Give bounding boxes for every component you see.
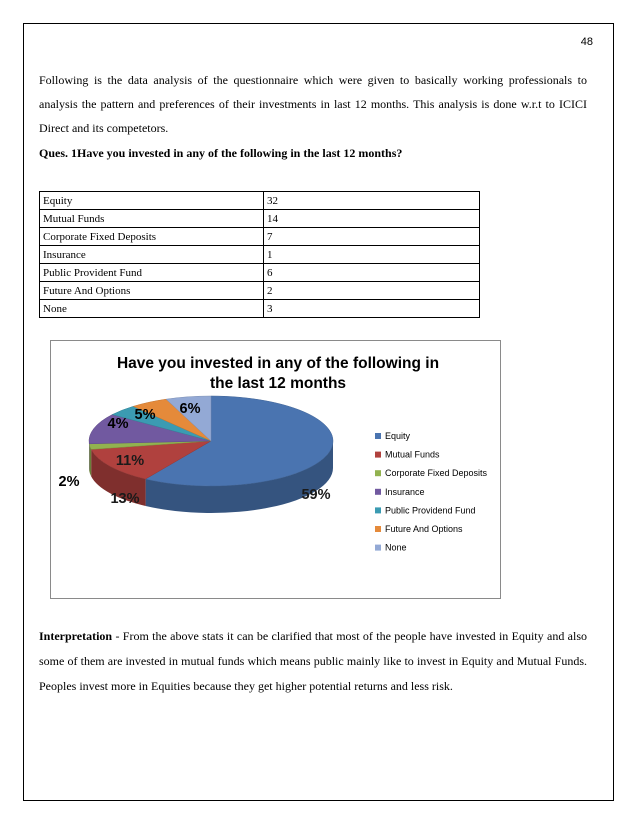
legend-swatch: [375, 489, 381, 495]
interpretation-text: - From the above stats it can be clarified that most of the people have invested in Equity and also some of them are invested in mutual funds which means public mainly like to invest in Equity and Mutual Funds. Peoples invest more in Equities because they get higher potential returns and less risk.: [39, 629, 587, 693]
interpretation-label: Interpretation: [39, 629, 113, 643]
table-cell-label: None: [40, 300, 264, 318]
legend-label: None: [385, 542, 407, 553]
legend-swatch: [375, 545, 381, 551]
page-number: 48: [580, 36, 593, 48]
legend-swatch: [375, 433, 381, 439]
interpretation-paragraph: [39, 624, 587, 699]
pie-chart-svg: [51, 341, 502, 600]
chart-title-line-2: the last 12 months: [209, 375, 347, 392]
table-row: [40, 282, 480, 300]
chart-title-line-1: Have you invested in any of the following in: [116, 355, 440, 372]
table-row: [40, 228, 480, 246]
table-row: [40, 264, 480, 282]
table-cell-value: 32: [264, 192, 480, 210]
table-row: [40, 210, 480, 228]
legend-swatch: [375, 470, 381, 476]
pie-data-label: 4%: [107, 416, 129, 432]
legend-label: Future And Options: [385, 524, 463, 534]
pie-chart: [50, 340, 501, 599]
intro-paragraph: Following is the data analysis of the questionnaire which were given to basically working professionals to analysis the pattern and preferences of their investments in last 12 months. This analysis is done w.r.t to ICICI Direct and its competetors.: [39, 73, 587, 135]
legend-swatch: [375, 526, 381, 532]
table-row: [40, 246, 480, 264]
question-heading: Ques. 1Have you invested in any of the following in the last 12 months?: [39, 146, 403, 160]
table-cell-value: 6: [264, 264, 480, 282]
table-cell-label: Public Provident Fund: [40, 264, 264, 282]
legend-label: Mutual Funds: [385, 449, 440, 460]
table-cell-label: Corporate Fixed Deposits: [40, 228, 264, 246]
table-cell-label: Future And Options: [40, 282, 264, 300]
table-cell-value: 14: [264, 210, 480, 228]
table-row: [40, 300, 480, 318]
legend-label: Public Providend Fund: [385, 505, 476, 516]
investment-table: [39, 191, 480, 318]
table-cell-label: Equity: [40, 192, 264, 210]
pie-data-label: 11%: [115, 453, 145, 469]
pie-data-label: 6%: [179, 401, 201, 417]
table-cell-value: 2: [264, 282, 480, 300]
pie-data-label: 5%: [134, 407, 156, 423]
table-row: [40, 192, 480, 210]
pie-data-label: 59%: [301, 487, 331, 503]
legend-swatch: [375, 507, 381, 513]
table-cell-label: Insurance: [40, 246, 264, 264]
legend-label: Corporate Fixed Deposits: [385, 468, 488, 479]
pie-data-label: 13%: [110, 491, 140, 507]
table-cell-value: 7: [264, 228, 480, 246]
table-cell-label: Mutual Funds: [40, 210, 264, 228]
table-cell-value: 3: [264, 300, 480, 318]
table-cell-value: 1: [264, 246, 480, 264]
pie-data-label: 2%: [58, 474, 80, 490]
legend-label: Insurance: [385, 486, 425, 497]
legend-swatch: [375, 452, 381, 458]
legend-label: Equity: [385, 431, 411, 441]
